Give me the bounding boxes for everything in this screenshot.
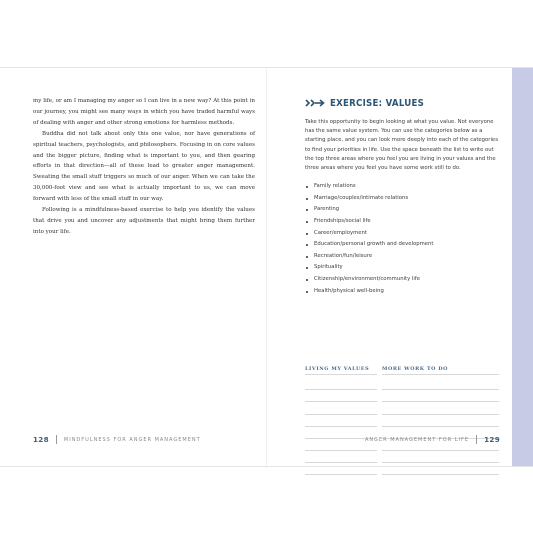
values-list (305, 181, 501, 297)
list-item: Parenting (305, 204, 501, 216)
bullet-icon (306, 221, 308, 223)
left-page-body (33, 96, 255, 238)
writing-line (382, 374, 499, 375)
writing-line (305, 450, 377, 451)
bullet-icon (306, 244, 308, 246)
exercise-section (305, 94, 501, 297)
bullet-icon (306, 291, 308, 293)
list-item: Friendships/social life (305, 216, 501, 228)
list-item: Career/employment (305, 228, 501, 240)
writing-line (305, 462, 377, 463)
writing-line (382, 426, 499, 427)
list-item: Recreation/fun/leisure (305, 251, 501, 263)
bullet-icon (306, 233, 308, 235)
writing-columns (305, 366, 501, 486)
writing-line (305, 389, 377, 390)
running-title-right: ANGER MANAGEMENT FOR LIFE (364, 436, 470, 443)
bullet-icon (306, 267, 308, 269)
list-item: Citizenship/environment/community life (305, 274, 501, 286)
writing-line (305, 374, 377, 375)
right-footer (365, 435, 500, 444)
writing-line (382, 450, 499, 451)
triple-arrow-icon (305, 99, 325, 107)
writing-line (382, 462, 499, 463)
list-item: Education/personal growth and development (305, 239, 501, 251)
list-item: Marriage/couples/intimate relations (305, 193, 501, 205)
left-footer (33, 435, 201, 444)
bullet-icon (306, 256, 308, 258)
bullet-icon (306, 279, 308, 281)
exercise-heading (305, 94, 501, 112)
exercise-title: EXERCISE: VALUES (330, 97, 425, 109)
writing-line (305, 474, 377, 475)
page-gutter (266, 68, 267, 466)
exercise-intro: Take this opportunity to begin looking at what you value. Not everyone has the same value system. You can use the categories below as a starting place, and you can look more deeply into each of the categories to find your priorities in life. Use the space beneath the list to write out the top three areas where you feel you are living in your values and the three areas where you feel you have some work still to do. (305, 119, 498, 172)
page-number-left: 128 (33, 435, 49, 444)
writing-line (305, 426, 377, 427)
writing-line (382, 414, 499, 415)
writing-line (382, 474, 499, 475)
bullet-icon (306, 198, 308, 200)
writing-line (305, 401, 377, 402)
column-heading-living: LIVING MY VALUES (305, 366, 370, 372)
writing-line (382, 401, 499, 402)
list-item: Family relations (305, 181, 501, 193)
paragraph-3: Following is a mindfulness-based exercise to help you identify the values that drive you and uncover any adjustments that might bring them further into your life. (33, 207, 255, 235)
bullet-icon (306, 186, 308, 188)
paragraph-2: Buddha did not talk about only this one value, nor have generations of spiritual teachers, psychologists, and philosophers. Focusing in on core values and the bigger picture, finding what is important to you, and then gearing efforts in that direction—all of these lead to greater anger management. Sweating the small stuff triggers so much of our anger. When we can take the 30,000-foot view and see what is actually important to us, we can move forward with less of the small stuff in our way. (33, 130, 255, 203)
list-item: Spirituality (305, 262, 501, 274)
writing-line (382, 389, 499, 390)
footer-divider (476, 435, 477, 444)
paragraph-1: my life, or am I managing my anger so I can live in a new way? At this point in our journey, you might see many ways in which you have traded harmful ways of dealing with anger and other strong emotions for harmless methods. (33, 98, 255, 126)
chapter-edge-tab (512, 68, 533, 466)
list-item: Health/physical well-being (305, 286, 501, 298)
bullet-icon (306, 209, 308, 211)
page-number-right: 129 (484, 435, 500, 444)
book-spread (0, 67, 533, 467)
footer-divider (56, 435, 57, 444)
writing-line (305, 414, 377, 415)
column-heading-more-work: MORE WORK TO DO (382, 366, 449, 372)
running-title-left: MINDFULNESS FOR ANGER MANAGEMENT (63, 436, 201, 443)
